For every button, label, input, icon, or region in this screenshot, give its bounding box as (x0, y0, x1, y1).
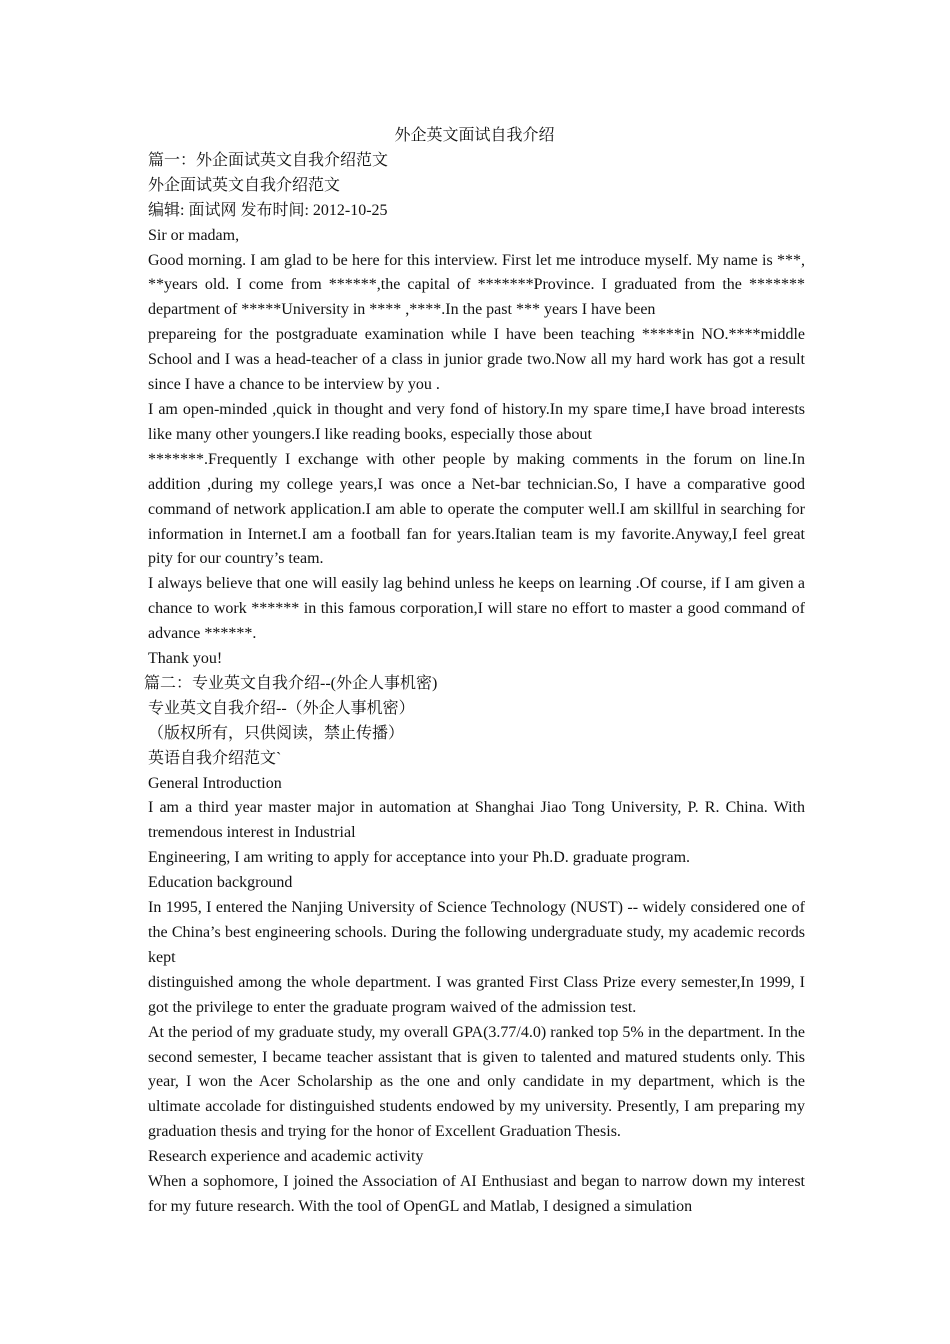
section2-label: 英语自我介绍范文` (148, 749, 282, 767)
section2-subheading: 专业英文自我介绍--（外企人事机密） (148, 699, 415, 717)
paragraph: Good morning. I am glad to be here for this interview. First let me introduce myself. My name is ***, **years old. I come from ******,the capital of *******Province. I graduated from the ******* department of *****University in **** ,****.In the past *** years I have been (148, 251, 805, 319)
paragraph: At the period of my graduate study, my overall GPA(3.77/4.0) ranked top 5% in the department. In the second semester, I became teacher assistant that is given to talented and matured students only. This year, I won the Acer Scholarship as the one and only candidate in my department, which is the ultimate accolade for distinguished students endowed by my university. Presently, I am preparing my graduation thesis and trying for the honor of Excellent Graduation Thesis. (148, 1023, 805, 1141)
paragraph: When a sophomore, I joined the Association of AI Enthusiast and began to narrow down my interest for my future research. With the tool of OpenGL and Matlab, I designed a simulation (148, 1173, 805, 1215)
paragraph: Engineering, I am writing to apply for acceptance into your Ph.D. graduate program. (148, 849, 691, 867)
section2-heading: 篇二：专业英文自我介绍--(外企人事机密) (144, 674, 438, 692)
section1-meta: 编辑: 面试网 发布时间: 2012-10-25 (148, 201, 388, 219)
salutation: Sir or madam, (148, 226, 240, 244)
paragraph: I am a third year master major in automation at Shanghai Jiao Tong University, P. R. China. With tremendous interest in Industrial (148, 799, 805, 842)
closing: Thank you! (148, 650, 223, 668)
research-heading: Research experience and academic activity (148, 1148, 424, 1166)
paragraph: I am open-minded ,quick in thought and very fond of history.In my spare time,I have broad interests like many other youngers.I like reading books, especially those about (148, 400, 805, 443)
copyright-note: （版权所有，只供阅读，禁止传播） (148, 724, 405, 742)
education-heading: Education background (148, 874, 293, 892)
paragraph: prepareing for the postgraduate examination while I have been teaching *****in NO.****middle School and I was a head-teacher of a class in junior grade two.Now all my hard work has got a result since I have a chance to be interview by you . (148, 326, 805, 394)
section1-subheading: 外企面试英文自我介绍范文 (148, 176, 341, 194)
document-title: 外企英文面试自我介绍 (394, 127, 555, 144)
general-intro-heading: General Introduction (148, 774, 282, 792)
paragraph: *******.Frequently I exchange with other people by making comments in the forum on line.In addition ,during my college years,I was once a Net-bar technician.So, I have a comparative good command of network application.I am able to operate the computer well.I am skillful in searching for information in Internet.I am a football fan for years.Italian team is my favorite.Anyway,I feel great pity for our country’s team. (148, 450, 805, 568)
paragraph: I always believe that one will easily lag behind unless he keeps on learning .Of course, if I am given a chance to work ****** in this famous corporation,I will stare no effort to master a good command of advance ******. (148, 575, 805, 643)
paragraph: distinguished among the whole department. I was granted First Class Prize every semester,In 1999, I got the privilege to enter the graduate program waived of the admission test. (148, 973, 805, 1016)
document-page (144, 124, 805, 1220)
paragraph: In 1995, I entered the Nanjing University of Science Technology (NUST) -- widely considered one of the China’s best engineering schools. During the following undergraduate study, my academic records kept (148, 899, 805, 966)
section1-heading: 篇一：外企面试英文自我介绍范文 (148, 151, 389, 169)
